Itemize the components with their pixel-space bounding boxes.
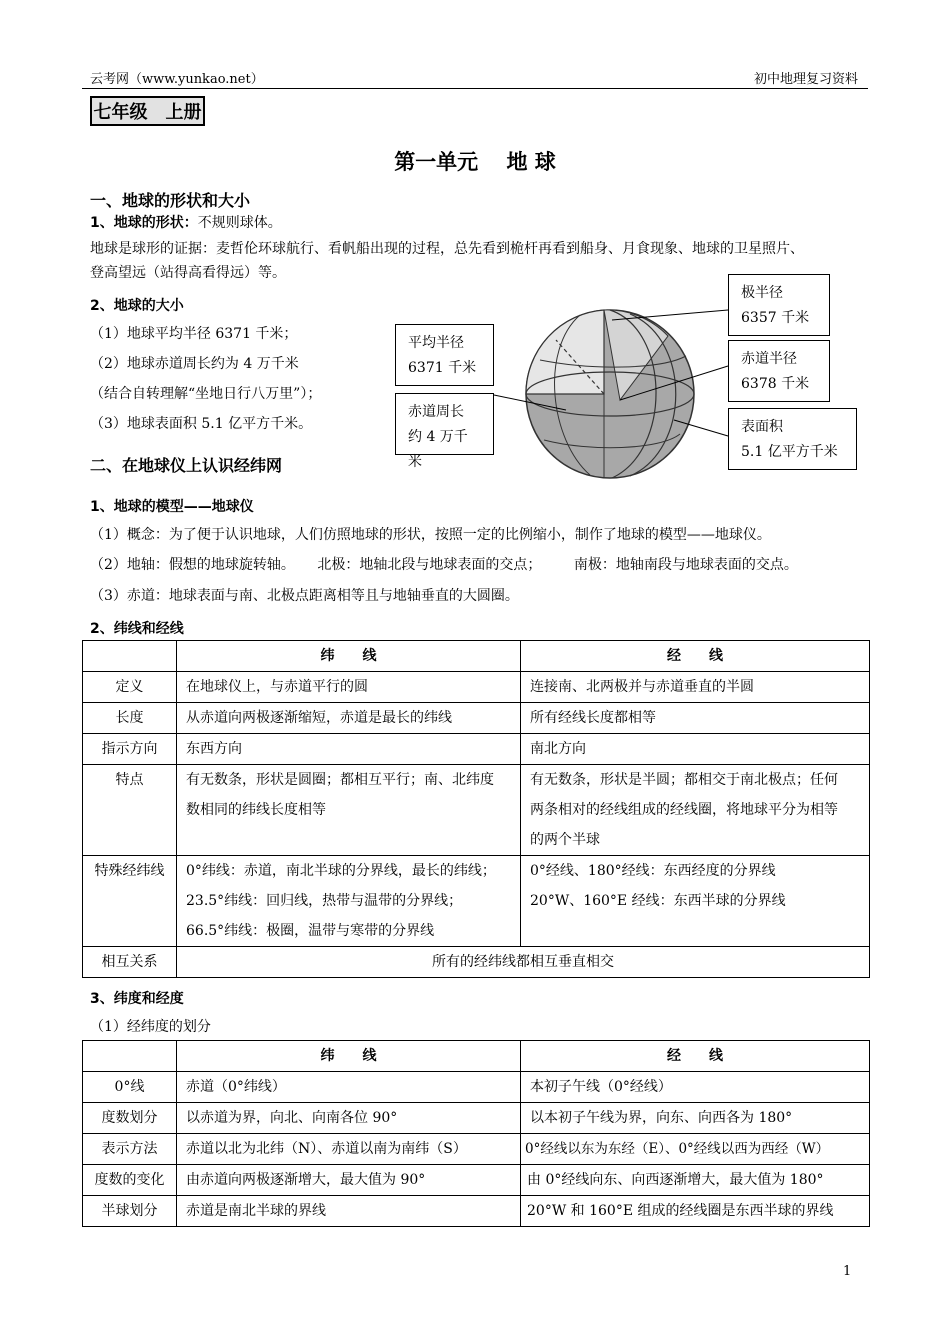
- table-corner: [83, 641, 177, 672]
- cell-lat: 有无数条，形状是圆圈；都相互平行；南、北纬度 数相同的纬线长度相等: [177, 765, 521, 856]
- label-mean-radius: 平均半径 6371 千米: [395, 324, 494, 386]
- col-header: 纬 线: [177, 641, 521, 672]
- cell-lon: 连接南、北两极并与赤道垂直的半圆: [521, 672, 870, 703]
- page-number: 1: [843, 1264, 852, 1279]
- degree-heading: 3、纬度和经度: [90, 991, 184, 1007]
- table-row: [83, 1072, 870, 1103]
- north-pole-text: 北极：地轴北段与地球表面的交点；: [317, 557, 542, 573]
- cell-lon: 0°经线、180°经线：东西经度的分界线 20°W、160°E 经线：东西半球的分界线: [521, 856, 870, 947]
- table-row: [83, 1134, 870, 1165]
- row-name: 度数划分: [83, 1103, 177, 1134]
- col-header: 纬 线: [177, 1041, 521, 1072]
- cell-lat: 赤道是南北半球的界线: [177, 1196, 521, 1227]
- table-row: [83, 734, 870, 765]
- lat-lon-table: [82, 640, 870, 978]
- label-polar-radius: 极半径 6357 千米: [728, 274, 830, 336]
- degree-subheading: （1）经纬度的划分: [90, 1019, 211, 1035]
- header-rule: [82, 88, 868, 89]
- cell-lon: 由 0°经线向东、向西逐渐增大，最大值为 180°: [521, 1165, 870, 1196]
- table-row: [83, 1165, 870, 1196]
- cell-lat: 赤道（0°纬线）: [177, 1072, 521, 1103]
- row-name: 特殊经纬线: [83, 856, 177, 947]
- row-name: 度数的变化: [83, 1165, 177, 1196]
- section2-heading: 二、在地球仪上认识经纬网: [90, 456, 283, 475]
- evidence-line-1: 地球是球形的证据：麦哲伦环球航行、看帆船出现的过程，总先看到桅杆再看到船身、月食现象、地球的卫星照片、: [90, 241, 804, 257]
- size-heading: 2、地球的大小: [90, 298, 184, 314]
- size-item: （2）地球赤道周长约为 4 万千米: [90, 356, 299, 372]
- relation-cell: 所有的经纬线都相互垂直相交: [177, 947, 870, 978]
- col-header: 经 线: [521, 641, 870, 672]
- equator-line: （3）赤道：地球表面与南、北极点距离相等且与地轴垂直的大圆圈。: [90, 588, 519, 604]
- table-row: [83, 947, 870, 978]
- row-name: 定义: [83, 672, 177, 703]
- cell-lon: 南北方向: [521, 734, 870, 765]
- cell-lon: 本初子午线（0°经线）: [521, 1072, 870, 1103]
- shape-line: [90, 213, 282, 233]
- col-header: 经 线: [521, 1041, 870, 1072]
- label-equator-circumference: 赤道周长 约 4 万千米: [395, 393, 494, 455]
- table-row: [83, 672, 870, 703]
- cell-lat: 由赤道向两极逐渐增大，最大值为 90°: [177, 1165, 521, 1196]
- label-equator-radius: 赤道半径 6378 千米: [728, 340, 830, 402]
- cell-lat: 东西方向: [177, 734, 521, 765]
- cell-lon: 所有经线长度都相等: [521, 703, 870, 734]
- cell-lon: 20°W 和 160°E 组成的经线圈是东西半球的界线: [521, 1196, 870, 1227]
- cell-lat: 从赤道向两极逐渐缩短，赤道是最长的纬线: [177, 703, 521, 734]
- cell-lat: 以赤道为界，向北、向南各位 90°: [177, 1103, 521, 1134]
- header-site: 云考网（www.yunkao.net）: [90, 72, 264, 87]
- cell-lat: 在地球仪上，与赤道平行的圆: [177, 672, 521, 703]
- table-row: [83, 1103, 870, 1134]
- cell-lon: 有无数条，形状是半圆；都相交于南北极点；任何 两条相对的经线组成的经线圈，将地球平分为相等 的两个半球: [521, 765, 870, 856]
- cell-lon: 以本初子午线为界，向东、向西各为 180°: [521, 1103, 870, 1134]
- table-row: [83, 703, 870, 734]
- table-row: [83, 1196, 870, 1227]
- grade-badge: 七年级 上册: [90, 96, 205, 126]
- row-name: 指示方向: [83, 734, 177, 765]
- axis-line: [90, 555, 798, 575]
- cell-lon: 0°经线以东为东经（E）、0°经线以西为西经（W）: [521, 1134, 870, 1165]
- shape-text: 不规则球体。: [197, 215, 282, 231]
- cell-lat: 0°纬线：赤道，南北半球的分界线，最长的纬线； 23.5°纬线：回归线，热带与温带的分界线； 66.5°纬线：极圈，温带与寒带的分界线: [177, 856, 521, 947]
- cell-lat: 赤道以北为北纬（N）、赤道以南为南纬（S）: [177, 1134, 521, 1165]
- row-name: 长度: [83, 703, 177, 734]
- unit-title: 第一单元 地 球: [394, 150, 556, 174]
- table-header-row: [83, 641, 870, 672]
- table-corner: [83, 1041, 177, 1072]
- table-header-row: [83, 1041, 870, 1072]
- lines-heading: 2、纬线和经线: [90, 621, 184, 637]
- row-name: 表示方法: [83, 1134, 177, 1165]
- label-surface-area: 表面积 5.1 亿平方千米: [728, 408, 857, 470]
- table-row: [83, 765, 870, 856]
- axis-text: （2）地轴：假想的地球旋转轴。: [90, 557, 295, 573]
- row-name: 相互关系: [83, 947, 177, 978]
- row-name: 0°线: [83, 1072, 177, 1103]
- shape-label: 1、地球的形状：: [90, 215, 198, 231]
- model-heading: 1、地球的模型——地球仪: [90, 499, 254, 515]
- evidence-line-2: 登高望远（站得高看得远）等。: [90, 265, 286, 281]
- row-name: 特点: [83, 765, 177, 856]
- degree-table: [82, 1040, 870, 1227]
- size-item: （3）地球表面积 5.1 亿平方千米。: [90, 416, 313, 432]
- concept-line: （1）概念：为了便于认识地球，人们仿照地球的形状，按照一定的比例缩小，制作了地球的模型——地球仪。: [90, 527, 771, 543]
- row-name: 半球划分: [83, 1196, 177, 1227]
- south-pole-text: 南极：地轴南段与地球表面的交点。: [573, 557, 798, 573]
- table-row: [83, 856, 870, 947]
- size-item: （1）地球平均半径 6371 千米；: [90, 326, 298, 342]
- section1-heading: 一、地球的形状和大小: [90, 191, 251, 210]
- size-item: （结合自转理解“坐地日行八万里”）；: [90, 386, 322, 402]
- header-subject: 初中地理复习资料: [753, 72, 858, 87]
